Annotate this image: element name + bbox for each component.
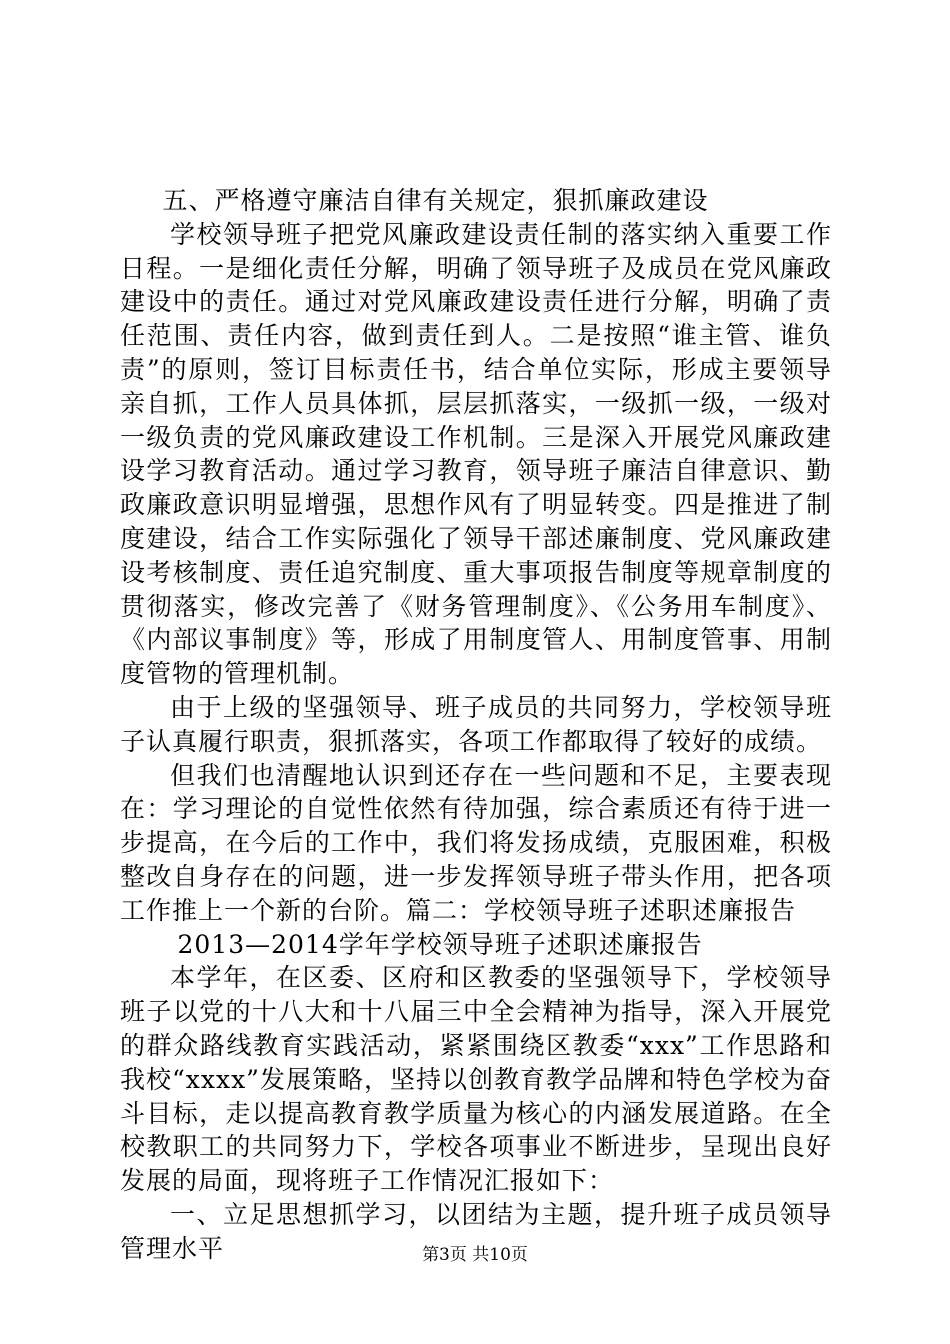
section-heading-one: 一、立足思想抓学习，以团结为主题，提升班子成员领导管理水平: [120, 1199, 832, 1263]
report-title-2013-2014: 2013—2014学年学校领导班子述职述廉报告: [177, 929, 703, 959]
paragraph-achievements: 由于上级的坚强领导、班子成员的共同努力，学校领导班子认真履行职责，狠抓落实，各项工作都取得了较好的成绩。: [120, 692, 832, 756]
paragraph-shortcomings: 但我们也清醒地认识到还存在一些问题和不足，主要表现在：学习理论的自觉性依然有待加强，综合素质还有待于进一步提高，在今后的工作中，我们将发扬成绩，克服困难，积极整改自身存在的问题，进一步发挥领导班子带头作用，把各项工作推上一个新的台阶。篇二：学校领导班子述职述廉报告: [120, 760, 832, 925]
paragraph-responsibility: 学校领导班子把党风廉政建设责任制的落实纳入重要工作日程。一是细化责任分解，明确了领导班子及成员在党风廉政建设中的责任。通过对党风廉政建设责任进行分解，明确了责任范围、责任内容，做到责任到人。二是按照“谁主管、谁负责”的原则，签订目标责任书，结合单位实际，形成主要领导亲自抓，工作人员具体抓，层层抓落实，一级抓一级，一级对一级负责的党风廉政建设工作机制。三是深入开展党风廉政建设学习教育活动。通过学习教育，领导班子廉洁自律意识、勤政廉政意识明显增强，思想作风有了明显转变。四是推进了制度建设，结合工作实际强化了领导干部述廉制度、党风廉政建设考核制度、责任追究制度、重大事项报告制度等规章制度的贯彻落实，修改完善了《财务管理制度》、《公务用车制度》、《内部议事制度》等，形成了用制度管人、用制度管事、用制度管物的管理机制。: [120, 219, 832, 689]
section-heading-five: 五、严格遵守廉洁自律有关规定，狠抓廉政建设: [162, 186, 709, 215]
document-body: [120, 184, 832, 1266]
paragraph-introduction: 本学年，在区委、区府和区教委的坚强领导下，学校领导班子以党的十八大和十八届三中全会精神为指导，深入开展党的群众路线教育实践活动，紧紧围绕区教委“xxx”工作思路和我校“xxxx”发展策略，坚持以创教育教学品牌和特色学校为奋斗目标，走以提高教育教学质量为核心的内涵发展道路。在全校教职工的共同努力下，学校各项事业不断进步，呈现出良好发展的局面，现将班子工作情况汇报如下：: [120, 963, 832, 1196]
page-number-footer: 第3页 共10页: [422, 1245, 528, 1265]
